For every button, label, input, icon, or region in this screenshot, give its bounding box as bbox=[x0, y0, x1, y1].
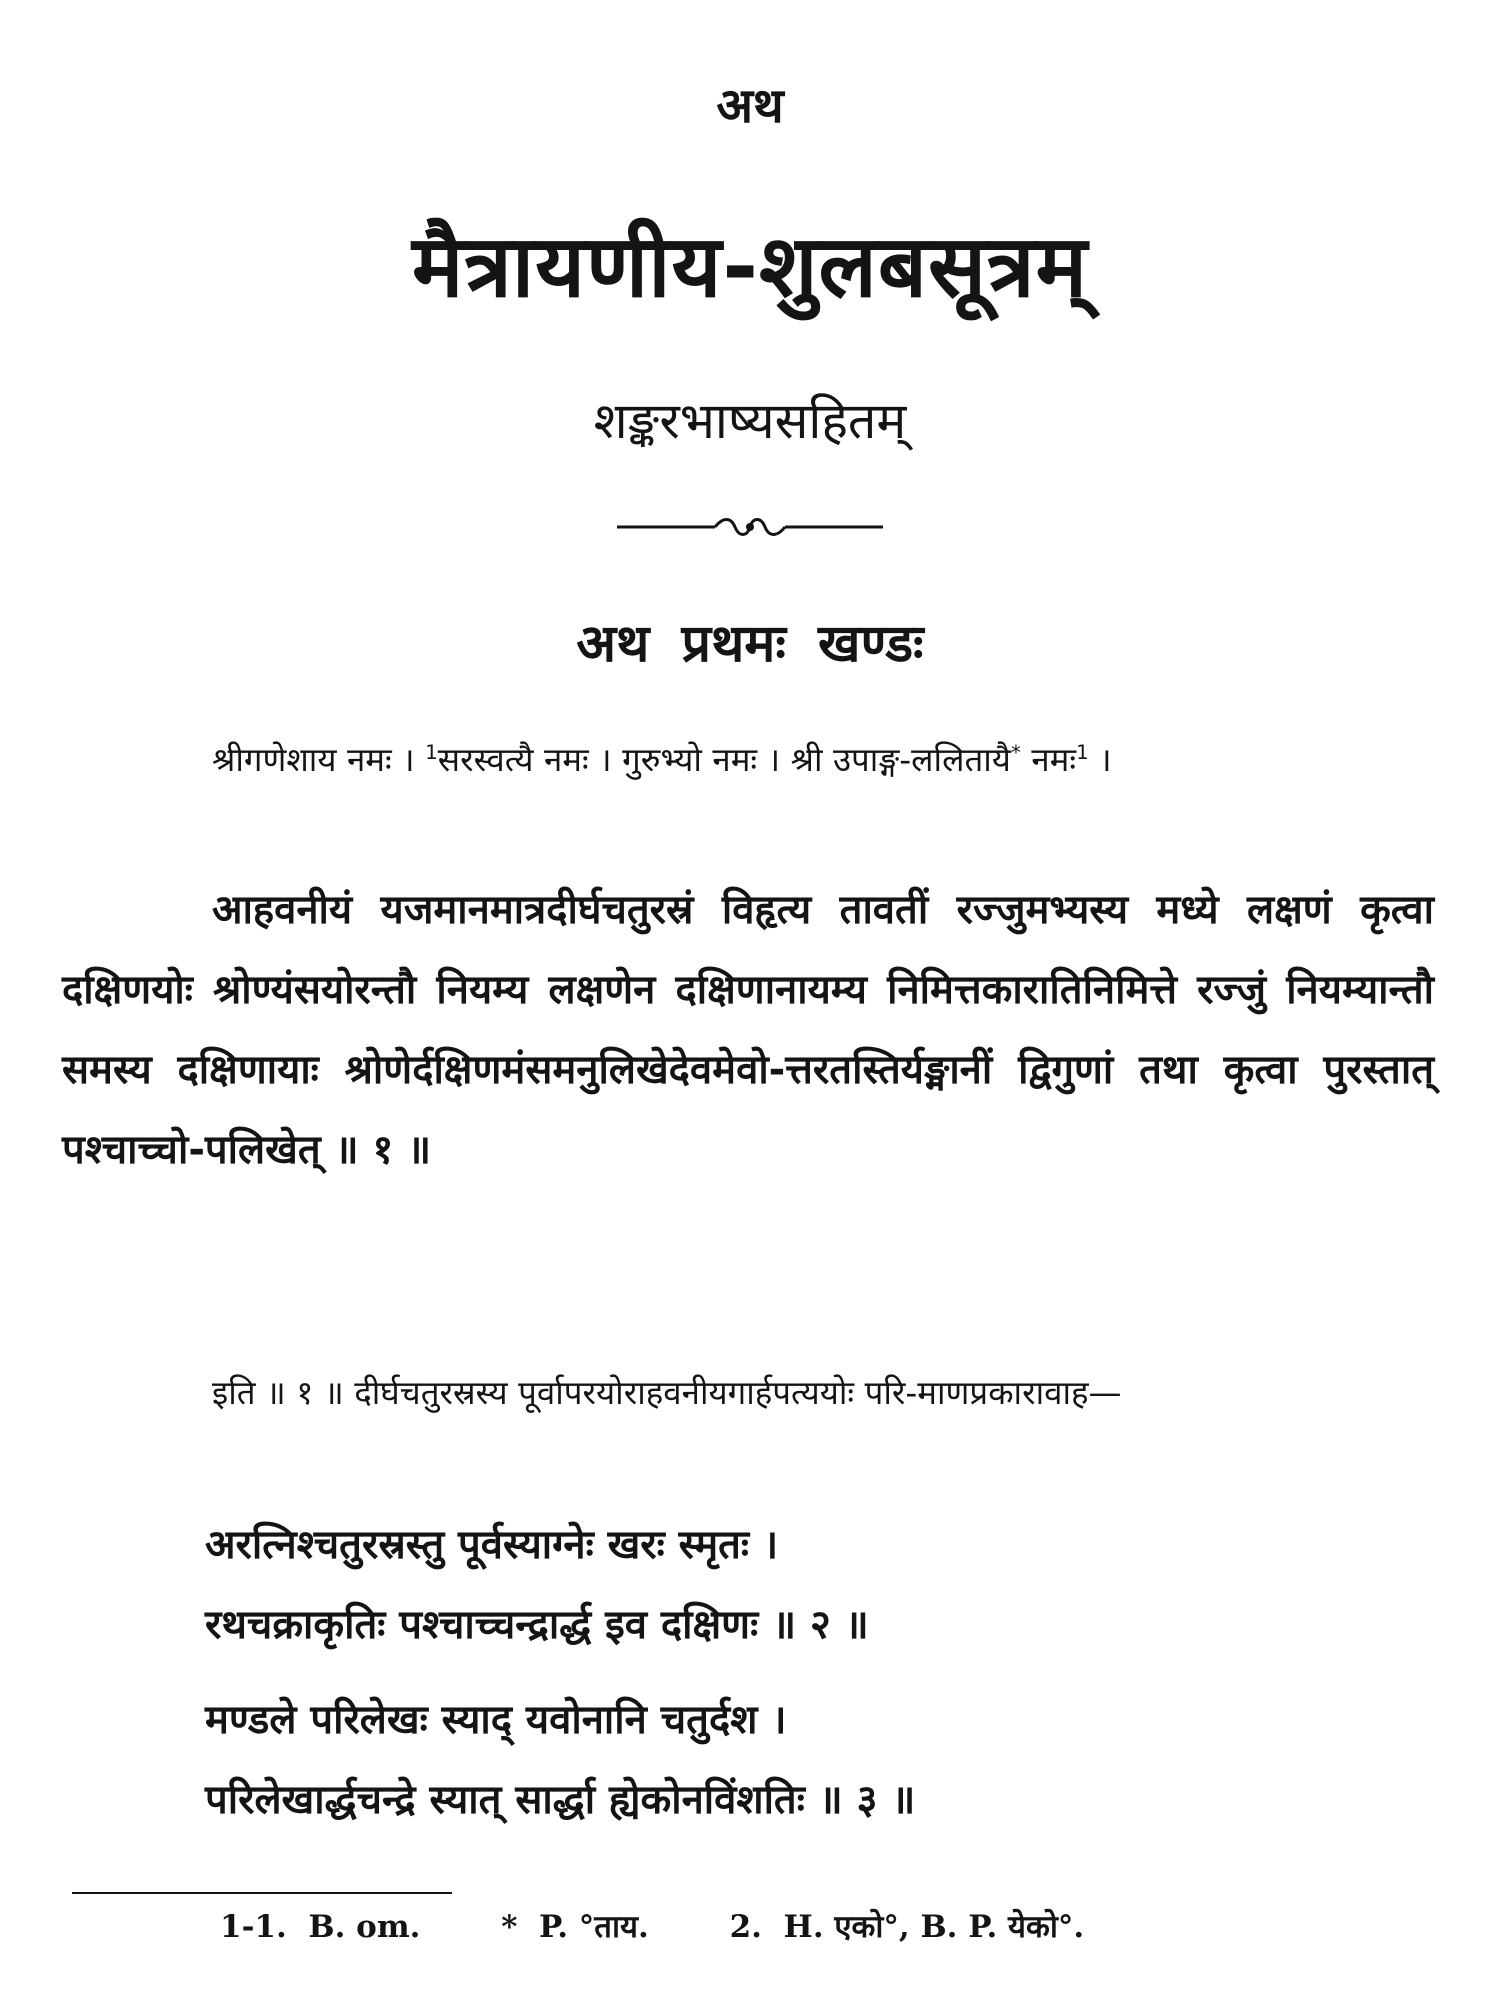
commentary-paragraph: इति ॥ १ ॥ दीर्घचतुरस्रस्य पूर्वापरयोराहवनीयगार्हपत्ययोः परि-माणप्रकारावाह— bbox=[212, 1373, 1122, 1412]
verse-line: मण्डले परिलेखः स्याद् यवोनानि चतुर्दश । bbox=[205, 1697, 787, 1743]
footnote-marker: * bbox=[1010, 741, 1021, 764]
page-title: मैत्रायणीय-शुलबसूत्रम् bbox=[411, 217, 1088, 317]
invocation-text: नमः bbox=[1020, 740, 1077, 779]
sutra-paragraph: आहवनीयं यजमानमात्रदीर्घचतुरस्रं विहृत्य तावतीं रज्जुमभ्यस्य मध्ये लक्षणं कृत्वा दक्षिणयोः श्रोण्यंसयोरन्तौ नियम्य लक्षणेन दक्षिणानायम्य निमित्तकारातिनिमित्ते रज्जुं नियम्यान्तौ समस्य दक्षिणायाः श्रोणेर्दक्षिणमंसमनुलिखेदेवमेवो-त्तरतस्तिर्यङ्मानीं द्विगुणां तथा कृत्वा पुरस्तात् पश्चाच्चो-पलिखेत् ॥ १ ॥ bbox=[62, 887, 1434, 1173]
invocation-paragraph bbox=[62, 720, 1434, 793]
footnote-marker: 1 bbox=[1076, 741, 1089, 764]
invocation-text: सरस्वत्यै नमः । गुरुभ्यो नमः । श्री उपाङ्ग-ललितायै bbox=[437, 740, 1011, 779]
invocation-text: श्रीगणेशाय नमः । bbox=[212, 740, 426, 779]
invocation-text: । bbox=[1088, 740, 1112, 779]
footnote: 1-1. B. om. bbox=[220, 1909, 421, 1945]
verse-line: परिलेखार्द्धचन्द्रे स्यात् सार्द्धा ह्येकोनविंशतिः ॥ ३ ॥ bbox=[205, 1777, 916, 1823]
footnote: * P. °ताय. bbox=[501, 1909, 649, 1945]
page-subtitle: शङ्करभाष्यसहितम् bbox=[593, 392, 907, 450]
title-prefix: अथ bbox=[716, 78, 784, 134]
footnote-marker: 1 bbox=[425, 741, 438, 764]
ornamental-divider bbox=[615, 512, 885, 542]
footnote-separator bbox=[72, 1892, 452, 1894]
verse-line: अरत्निश्चतुरस्रस्तु पूर्वस्याग्नेः खरः स्मृतः । bbox=[205, 1522, 779, 1568]
section-heading: अथ प्रथमः खण्डः bbox=[576, 614, 924, 674]
footnotes bbox=[220, 1905, 1440, 1947]
verse-line: रथचक्राकृतिः पश्चाच्चन्द्रार्द्ध इव दक्षिणः ॥ २ ॥ bbox=[205, 1602, 869, 1648]
footnote: 2. H. एको°, B. P. येको°. bbox=[729, 1909, 1085, 1945]
